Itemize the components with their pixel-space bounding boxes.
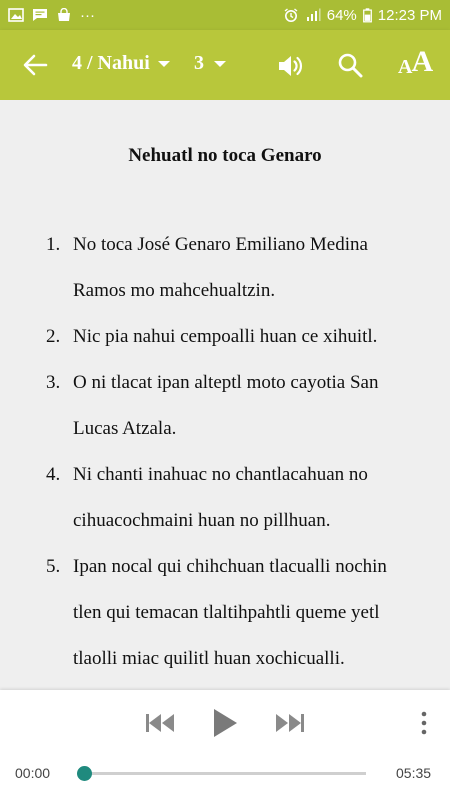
verse[interactable]: [0, 360, 450, 452]
status-right: [283, 7, 450, 24]
status-left-icons: [0, 7, 95, 24]
signal-icon: [305, 8, 321, 22]
verse-number: 5.: [46, 556, 61, 577]
verse-list: [0, 222, 450, 682]
verse-number: 1.: [46, 234, 61, 255]
app-bar: [0, 30, 450, 100]
verse-text: Ipan nocal qui chihchuan tlacualli nochin tlen qui temacan tlaltihpahtli queme yetl tlaolli miac quilitl huan xochicualli.: [73, 556, 387, 669]
text-size-small-letter: A: [398, 56, 413, 78]
book-label: 4 / Nahui: [72, 52, 150, 74]
status-time: 12:23 PM: [377, 6, 442, 24]
verse[interactable]: [0, 222, 450, 314]
chevron-down-icon: [158, 61, 170, 67]
chapter-content: [0, 100, 450, 690]
alarm-icon: [283, 8, 299, 22]
verse[interactable]: [0, 452, 450, 544]
status-bar: [0, 0, 450, 30]
verse-number: 3.: [46, 372, 61, 393]
verse-text: Ni chanti inahuac no chantlacahuan no cihuacochmaini huan no pillhuan.: [73, 464, 368, 531]
verse-text: O ni tlacat ipan alteptl moto cayotia San Lucas Atzala.: [73, 372, 379, 439]
text-size-button[interactable]: [398, 47, 433, 77]
verse[interactable]: [0, 544, 450, 682]
battery-percent: 64%: [326, 6, 357, 24]
status-dots: ···: [80, 6, 95, 24]
audio-player: [0, 690, 450, 800]
verse[interactable]: [0, 314, 450, 360]
verse-text: No toca José Genaro Emiliano Medina Ramos mo mahcehualtzin.: [73, 234, 368, 301]
back-arrow-icon[interactable]: [20, 50, 50, 80]
verse-number: 2.: [46, 326, 61, 347]
bag-icon: [56, 8, 72, 22]
chapter-selector[interactable]: [194, 52, 226, 75]
chapter-label: 3: [194, 52, 204, 74]
search-icon[interactable]: [337, 52, 363, 78]
skip-next-icon[interactable]: [275, 712, 305, 734]
seek-bar-thumb[interactable]: [77, 766, 92, 781]
verse-text: Nic pia nahui cempoalli huan ce xihuitl.: [73, 326, 378, 347]
play-icon[interactable]: [212, 708, 238, 738]
seek-bar[interactable]: [84, 772, 366, 775]
chapter-title: Nehuatl no toca Genaro: [128, 145, 322, 166]
text-size-big-letter: A: [411, 45, 434, 78]
duration-time: 05:35: [396, 765, 432, 781]
book-selector[interactable]: [72, 52, 170, 75]
message-icon: [32, 8, 48, 22]
current-time: 00:00: [15, 765, 51, 781]
speaker-icon[interactable]: [276, 52, 304, 80]
verse-number: 4.: [46, 464, 61, 485]
battery-icon: [363, 8, 372, 23]
skip-previous-icon[interactable]: [145, 712, 175, 734]
image-icon: [8, 8, 24, 22]
chevron-down-icon: [214, 61, 226, 67]
more-vert-icon[interactable]: [418, 710, 430, 736]
